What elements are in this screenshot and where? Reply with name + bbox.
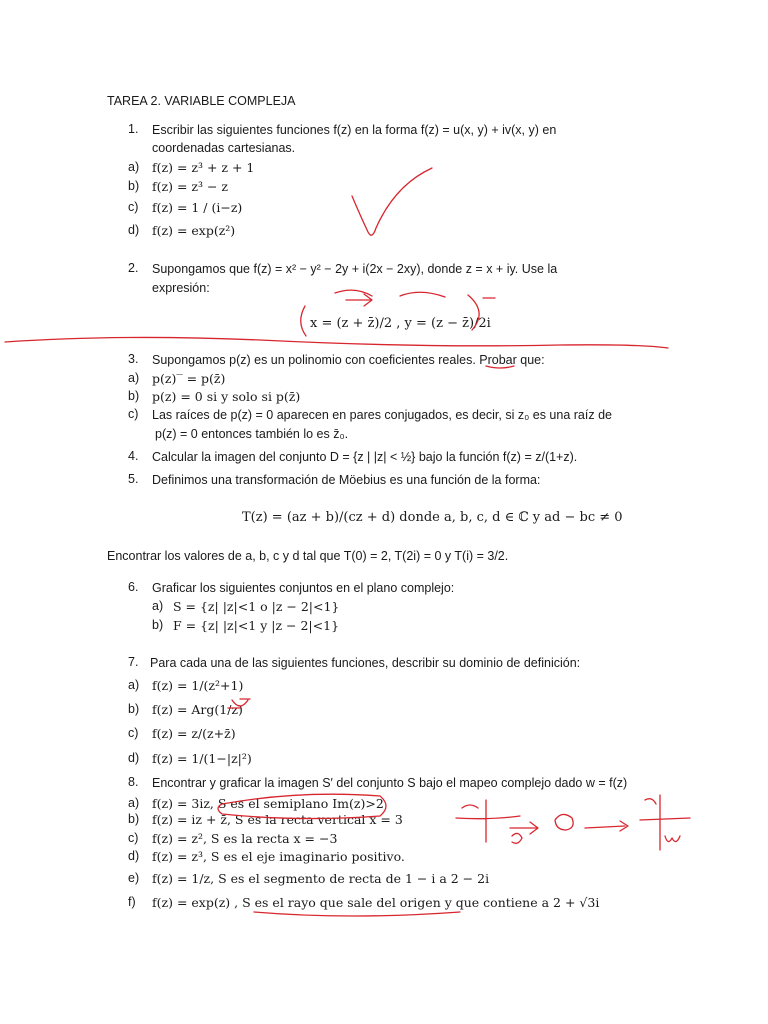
q3-c-expr: Las raíces de p(z) = 0 aparecen en pares conjugados, es decir, si z₀ es una raíz de	[152, 408, 612, 422]
q1-b-expr: f(z) = z³ − z	[152, 179, 228, 194]
q8-d-label: d)	[128, 849, 140, 863]
q6-a-expr: S = {z| |z|<1 o |z − 2|<1}	[173, 599, 340, 614]
q5-find: Encontrar los valores de a, b, c y d tal que T(0) = 2, T(2i) = 0 y T(i) = 3/2.	[107, 549, 509, 563]
q6-number: 6.	[128, 580, 139, 594]
q7-b-expr: f(z) = Arg(1/z)	[152, 702, 243, 717]
q3-b-label: b)	[128, 389, 140, 403]
q6-text: Graficar los siguientes conjuntos en el plano complejo:	[152, 581, 455, 595]
q8-b-label: b)	[128, 812, 140, 826]
q5-number: 5.	[128, 472, 139, 486]
q8-b-expr: f(z) = iz + z̄, S es la recta vertical x = 3	[152, 812, 403, 827]
q8-c-label: c)	[128, 831, 139, 845]
q3-c-line2: p(z) = 0 entonces también lo es z̄₀.	[155, 427, 349, 441]
q8-a-expr: f(z) = 3iz, S es el semiplano Im(z)>2	[152, 796, 384, 811]
q1-text: Escribir las siguientes funciones f(z) en la forma f(z) = u(x, y) + iv(x, y) en	[152, 123, 557, 137]
document-title: TAREA 2. VARIABLE COMPLEJA	[107, 94, 296, 108]
q8-number: 8.	[128, 775, 139, 789]
q3-text: Supongamos p(z) es un polinomio con coeficientes reales. Probar que:	[152, 353, 545, 367]
sketch-axis-1-ink	[456, 800, 520, 842]
q8-a-label: a)	[128, 796, 140, 810]
sketch-arrow-2-ink	[585, 821, 628, 831]
q1-number: 1.	[128, 122, 139, 136]
q8-d-expr: f(z) = z³, S es el eje imaginario positivo.	[152, 849, 405, 864]
q6-a-label: a)	[152, 599, 164, 613]
q7-number: 7.	[128, 655, 139, 669]
q7-c-expr: f(z) = z/(z+z̄)	[152, 726, 236, 741]
q1-c-expr: f(z) = 1 / (i−z)	[152, 200, 243, 215]
q7-a-expr: f(z) = 1/(z²+1)	[152, 678, 244, 693]
sketch-arrow-1-ink	[510, 822, 538, 834]
q8-f-expr: f(z) = exp(z) , S es el rayo que sale del origen y que contiene a 2 + √3i	[152, 895, 600, 910]
q1-a-label: a)	[128, 160, 140, 174]
q1-d-expr: f(z) = exp(z²)	[152, 223, 236, 238]
q2-formula: x = (z + z̄)/2 , y = (z − z̄)/2i	[310, 316, 491, 331]
q1-b-label: b)	[128, 179, 140, 193]
q2-number: 2.	[128, 261, 139, 275]
q2-text-2: expresión:	[152, 281, 210, 295]
sketch-w-ink	[665, 836, 680, 842]
q8-e-label: e)	[128, 871, 140, 885]
q7-b-label: b)	[128, 702, 140, 716]
q6-b-label: b)	[152, 618, 164, 632]
sketch-axis-2-ink	[640, 795, 690, 850]
sketch-circle-ink	[555, 814, 573, 830]
bracket-left-ink	[301, 306, 306, 336]
q5-formula: T(z) = (az + b)/(cz + d) donde a, b, c, d ∈ ℂ y ad − bc ≠ 0	[242, 510, 623, 525]
underline-q8f-ink	[254, 912, 460, 916]
q4-number: 4.	[128, 449, 139, 463]
q7-d-label: d)	[128, 751, 140, 765]
checkmark-ink	[352, 168, 432, 235]
underline-stroke-ink	[5, 337, 668, 348]
q1-c-label: c)	[128, 200, 139, 214]
q7-a-label: a)	[128, 678, 140, 692]
arrow-ink	[346, 294, 372, 306]
q7-c-label: c)	[128, 726, 139, 740]
q8-f-label: f)	[128, 895, 136, 909]
q7-text: Para cada una de las siguientes funciones, describir su dominio de definición:	[150, 656, 581, 670]
scribble-top-ink	[335, 290, 445, 297]
q8-text: Encontrar y graficar la imagen S′ del conjunto S bajo el mapeo complejo dado w = f(z)	[152, 776, 628, 790]
q4-text: Calcular la imagen del conjunto D = {z | |z| < ½} bajo la función f(z) = z/(1+z).	[152, 450, 578, 464]
q8-c-expr: f(z) = z², S es la recta x = −3	[152, 831, 338, 846]
q2-text: Supongamos que f(z) = x² − y² − 2y + i(2x − 2xy), donde z = x + iy. Use la	[152, 262, 558, 276]
q3-number: 3.	[128, 352, 139, 366]
q7-d-expr: f(z) = 1/(1−|z|²)	[152, 751, 252, 766]
q1-d-label: d)	[128, 223, 140, 237]
q3-b-expr: p(z) = 0 si y solo si p(z̄)	[152, 389, 301, 404]
q3-a-expr: p(z)‾ = p(z̄)	[152, 371, 226, 386]
q1-a-expr: f(z) = z³ + z + 1	[152, 160, 255, 175]
q3-c-label: c)	[128, 407, 139, 421]
q1-text-2: coordenadas cartesianas.	[152, 141, 296, 155]
q3-a-label: a)	[128, 371, 140, 385]
q5-text: Definimos una transformación de Möebius es una función de la forma:	[152, 473, 541, 487]
q8-e-expr: f(z) = 1/z, S es el segmento de recta de 1 − i a 2 − 2i	[152, 871, 490, 886]
q6-b-expr: F = {z| |z|<1 y |z − 2|<1}	[173, 618, 340, 633]
sketch-s-ink	[512, 833, 522, 843]
